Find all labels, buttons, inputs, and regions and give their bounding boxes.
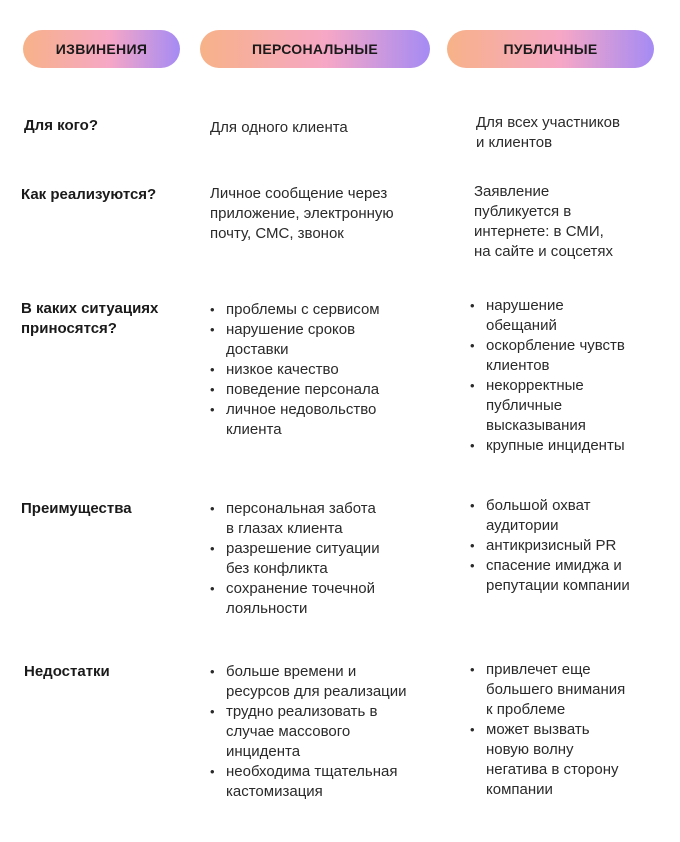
list-item: • необходима тщательная кастомизация bbox=[210, 762, 407, 802]
header-personal bbox=[200, 30, 430, 68]
list-item: • проблемы с сервисом bbox=[210, 300, 380, 320]
header-public-label: ПУБЛИЧНЫЕ bbox=[503, 41, 598, 57]
header-apologies-label: ИЗВИНЕНИЯ bbox=[55, 41, 148, 57]
list-item: • оскорбление чувств клиентов bbox=[470, 336, 625, 376]
list-item: • сохранение точечной лояльности bbox=[210, 579, 380, 619]
row-label-advantages: Преимущества bbox=[21, 500, 132, 517]
list-item: • может вызвать новую волну негатива в сторону компании bbox=[470, 720, 625, 800]
list-item: • большой охват аудитории bbox=[470, 496, 630, 536]
situations-personal-list bbox=[210, 300, 380, 440]
list-item: • нарушение сроков доставки bbox=[210, 320, 380, 360]
how-public-line: публикуется в bbox=[474, 203, 572, 220]
header-apologies bbox=[23, 30, 180, 68]
how-public-line: Заявление bbox=[474, 183, 550, 200]
list-item: • антикризисный PR bbox=[470, 536, 630, 556]
row-label-who: Для кого? bbox=[24, 117, 98, 134]
list-item: • низкое качество bbox=[210, 360, 380, 380]
list-item: • некорректные публичные высказывания bbox=[470, 376, 625, 436]
list-item: • разрешение ситуации без конфликта bbox=[210, 539, 380, 579]
how-public-line: интернете: в СМИ, bbox=[474, 223, 604, 240]
how-public-line: на сайте и соцсетях bbox=[474, 243, 614, 260]
situations-public-list bbox=[470, 296, 625, 456]
list-item: • персональная забота в глазах клиента bbox=[210, 499, 380, 539]
who-public bbox=[476, 113, 620, 153]
list-item: • трудно реализовать в случае массового инцидента bbox=[210, 702, 407, 762]
who-public-line: и клиентов bbox=[476, 134, 553, 151]
header-public bbox=[447, 30, 654, 68]
row-label-disadvantages: Недостатки bbox=[24, 663, 110, 680]
how-personal bbox=[210, 184, 394, 244]
advantages-personal-list bbox=[210, 499, 380, 619]
header-personal-label: ПЕРСОНАЛЬНЫЕ bbox=[251, 41, 379, 57]
who-public-line: Для всех участников bbox=[476, 114, 620, 131]
list-item: • больше времени и ресурсов для реализации bbox=[210, 662, 407, 702]
how-personal-line: приложение, электронную bbox=[210, 205, 394, 222]
list-item: • крупные инциденты bbox=[470, 436, 625, 456]
situations-label-line: В каких ситуациях bbox=[21, 300, 159, 317]
list-item: • спасение имиджа и репутации компании bbox=[470, 556, 630, 596]
list-item: • поведение персонала bbox=[210, 380, 380, 400]
how-personal-line: Личное сообщение через bbox=[210, 185, 388, 202]
list-item: • нарушение обещаний bbox=[470, 296, 625, 336]
list-item: • привлечет еще большего внимания к проблеме bbox=[470, 660, 625, 720]
row-label-situations bbox=[21, 299, 158, 339]
situations-label-line: приносятся? bbox=[21, 320, 117, 337]
disadvantages-personal-list bbox=[210, 662, 407, 802]
disadvantages-public-list bbox=[470, 660, 625, 800]
how-personal-line: почту, СМС, звонок bbox=[210, 225, 344, 242]
how-public bbox=[474, 182, 613, 262]
advantages-public-list bbox=[470, 496, 630, 596]
row-label-how: Как реализуются? bbox=[21, 186, 157, 203]
who-personal: Для одного клиента bbox=[210, 119, 348, 136]
list-item: • личное недовольство клиента bbox=[210, 400, 380, 440]
